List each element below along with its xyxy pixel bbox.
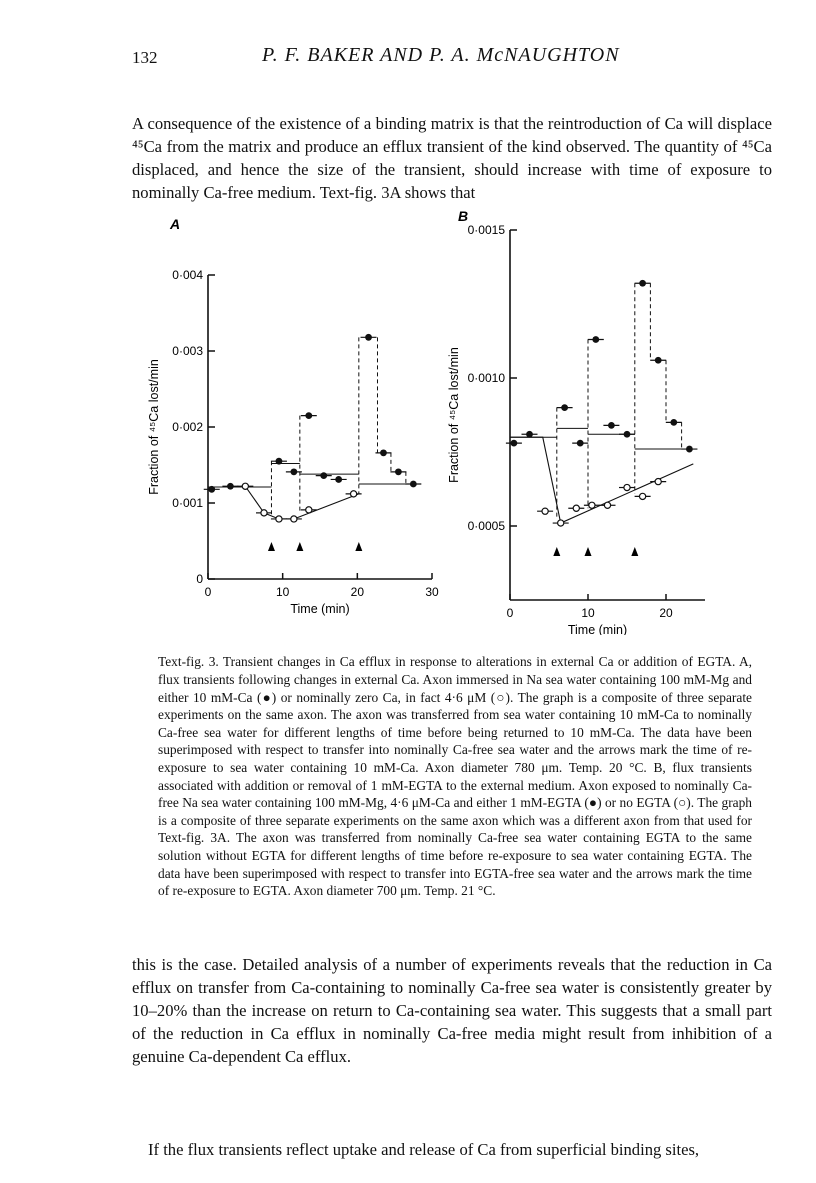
data-point-filled: [624, 431, 631, 438]
data-point-open: [306, 507, 312, 513]
body-paragraph-1: A consequence of the existence of a binding matrix is that the reintroduction of Ca will displace ⁴⁵Ca from the matrix and produce an efflux transient of the kind observed. The quantity of ⁴⁵Ca displaced, and hence the size of the transient, should increase with time of exposure to nominally Ca-free medium. Text-fig. 3A shows that: [132, 113, 772, 203]
data-point-filled: [526, 431, 533, 438]
data-point-open: [589, 502, 595, 508]
running-title: P. F. BAKER AND P. A. McNAUGHTON: [262, 44, 620, 66]
data-point-filled: [511, 440, 518, 447]
y-tick-label: 0·001: [172, 496, 203, 510]
data-point-open: [558, 520, 564, 526]
y-tick-label: 0·0005: [467, 519, 505, 533]
arrow-marker: [296, 542, 303, 551]
x-tick-label: 20: [350, 585, 365, 599]
x-tick-label: 10: [581, 606, 595, 620]
y-tick-label: 0·002: [172, 420, 203, 434]
y-tick-label: 0·0015: [467, 223, 505, 237]
data-point-open: [351, 491, 357, 497]
data-point-filled: [365, 334, 372, 341]
data-point-filled: [577, 440, 584, 447]
trend-line: [510, 437, 693, 523]
data-point-filled: [655, 357, 662, 364]
x-tick-label: 20: [659, 606, 673, 620]
x-tick-label: 0: [506, 606, 514, 620]
data-point-filled: [380, 449, 387, 456]
data-point-filled: [639, 280, 646, 287]
data-point-filled: [335, 476, 342, 483]
x-axis-label: Time (min): [567, 623, 628, 635]
data-point-filled: [410, 481, 417, 488]
y-tick-label: 0: [196, 572, 203, 586]
data-point-filled: [608, 422, 615, 429]
data-point-filled: [227, 483, 234, 490]
panel-letter: B: [458, 208, 469, 224]
x-tick-label: 0: [204, 585, 212, 599]
data-point-open: [261, 510, 267, 516]
arrow-marker: [268, 542, 275, 551]
arrow-marker: [631, 547, 638, 556]
data-point-open: [242, 483, 248, 489]
data-point-filled: [561, 404, 568, 411]
panel-b: [447, 208, 705, 635]
figure-text-fig-3: [140, 205, 720, 635]
data-point-open: [291, 516, 297, 522]
panel-a: [147, 216, 439, 616]
data-point-open: [655, 479, 661, 485]
data-point-filled: [276, 458, 283, 465]
x-tick-label: 30: [425, 585, 439, 599]
y-axis-label: Fraction of ⁴⁵Ca lost/min: [147, 359, 161, 495]
arrow-marker: [355, 542, 362, 551]
data-point-open: [276, 516, 282, 522]
data-point-filled: [290, 468, 297, 475]
figure-caption: Text-fig. 3. Transient changes in Ca efflux in response to alterations in external Ca or addition of EGTA. A, flux transients following changes in external Ca. Axon immersed in Na sea water containing 100 mM-Mg and either 10 mM-Ca (●) or nominally zero Ca, in fact 4·6 μM (○). The graph is a composite of three separate experiments on the same axon. The axon was transferred from sea water containing 10 mM-Ca to nominally Ca-free sea water for different lengths of time before being returned to 10 mM-Ca. The data have been superimposed with respect to transfer into nominally Ca-free sea water and the arrows mark the time of re-exposure to sea water containing 10 mM-Ca. Axon diameter 780 μm. Temp. 20 °C. B, flux transients associated with addition or removal of 1 mM-EGTA to the external medium. Axon exposed to nominally Ca-free Na sea water containing 100 mM-Mg, 4·6 μM-Ca and either 1 mM-EGTA (●) or no EGTA (○). The graph is a composite of three separate experiments on the same axon which was a different axon from that used for Text-fig. 3A. The axon was transferred from nominally Ca-free sea water containing EGTA to the same solution without EGTA for different lengths of time before re-exposure to sea water containing EGTA. The data have been superimposed with respect to transfer into EGTA-free sea water and the arrows mark the time of re-exposure to EGTA. Axon diameter 700 μm. Temp. 21 °C.: [158, 654, 752, 899]
page-header: [132, 42, 772, 72]
page-number: 132: [132, 48, 158, 67]
data-point-open: [640, 493, 646, 499]
y-tick-label: 0·0010: [467, 371, 505, 385]
body-paragraph-2: this is the case. Detailed analysis of a number of experiments reveals that the reduction in Ca efflux on transfer from Ca-containing to nominally Ca-free sea water is consistently greater by 10–20% than the increase on return to Ca-containing sea water. This suggests that a small part of the reduction in Ca efflux in nominally Ca-free media might result from inhibition of a genuine Ca-dependent Ca efflux.: [132, 954, 772, 1067]
figure-svg: [140, 205, 720, 635]
data-point-open: [573, 505, 579, 511]
x-tick-label: 10: [275, 585, 290, 599]
data-point-open: [542, 508, 548, 514]
data-point-open: [604, 502, 610, 508]
data-point-filled: [592, 336, 599, 343]
data-point-open: [624, 484, 630, 490]
data-point-filled: [208, 486, 215, 493]
data-point-filled: [670, 419, 677, 426]
arrow-marker: [585, 547, 592, 556]
data-point-filled: [305, 412, 312, 419]
y-tick-label: 0·003: [172, 344, 203, 358]
data-point-filled: [395, 468, 402, 475]
panel-letter: A: [170, 216, 181, 232]
body-paragraph-3: If the flux transients reflect uptake and release of Ca from superficial binding sites,: [148, 1139, 700, 1159]
data-point-filled: [320, 472, 327, 479]
x-axis-label: Time (min): [290, 602, 350, 616]
y-axis-label: Fraction of ⁴⁵Ca lost/min: [447, 347, 461, 483]
arrow-marker: [553, 547, 560, 556]
data-point-filled: [686, 446, 693, 453]
y-tick-label: 0·004: [172, 268, 203, 282]
